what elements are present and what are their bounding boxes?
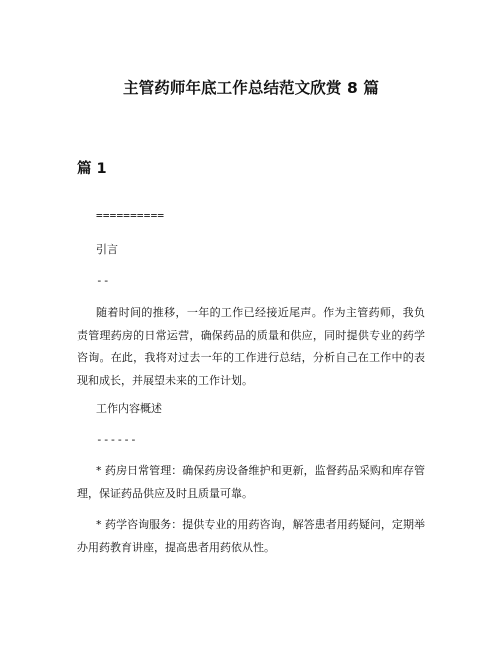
intro-heading: 引言 [96, 243, 118, 256]
intro-paragraph: 随着时间的推移，一年的工作已经接近尾声。作为主管药师，我负责管理药房的日常运营，确保药品的质量和供应，同时提供专业的药学咨询。在此，我将对过去一年的工作进行总结，分析自己在工作中的表现和成长，并展望未来的工作计划。 [77, 306, 425, 387]
bullet-item: * 药学咨询服务：提供专业的用药咨询，解答患者用药疑问，定期举办用药教育讲座，提高患者用药依从性。 [77, 518, 425, 554]
overview-heading: 工作内容概述 [96, 402, 162, 415]
separator-short: -- [96, 274, 110, 287]
separator-line: ========== [96, 209, 165, 222]
section-heading: 篇 1 [77, 161, 107, 177]
bullet-item: * 药房日常管理：确保药房设备维护和更新，监督药品采购和库存管理，保证药品供应及时且质量可靠。 [77, 464, 425, 500]
separator-dash: ------ [96, 433, 137, 446]
document-title: 主管药师年底工作总结范文欣赏 8 篇 [123, 79, 379, 97]
